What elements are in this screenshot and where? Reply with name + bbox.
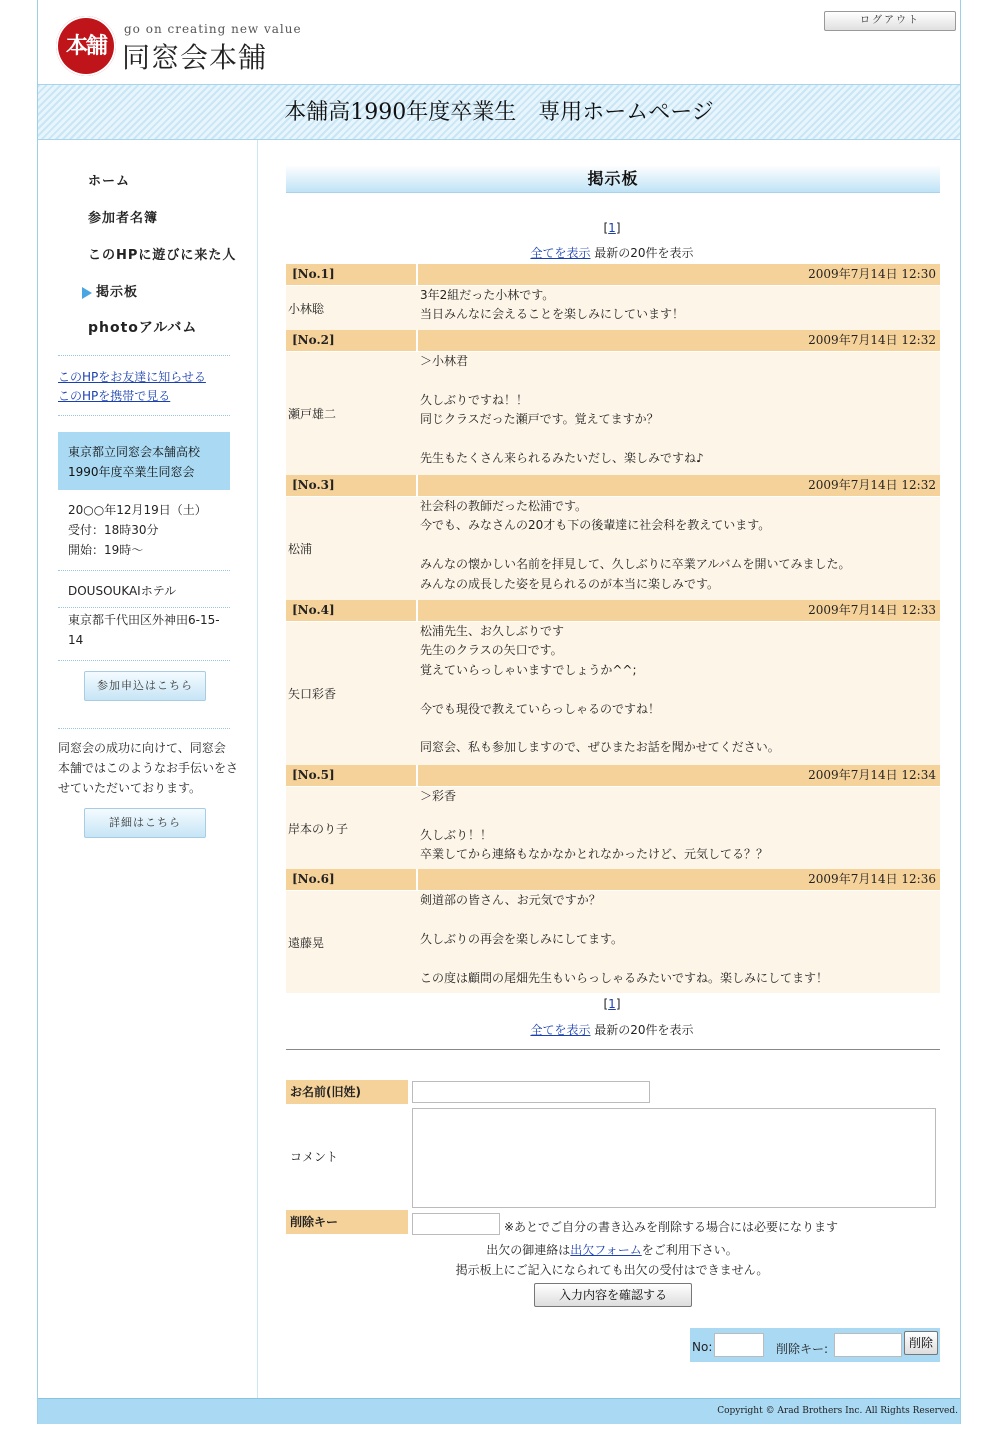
show-all-link[interactable]: 全てを表示 bbox=[530, 1023, 591, 1037]
comment-label: コメント bbox=[290, 1150, 339, 1164]
sidebar-divider bbox=[58, 660, 230, 661]
support-text-line2: 本舗ではこのようなお手伝いをさ bbox=[58, 761, 239, 775]
post-header bbox=[286, 600, 940, 621]
delete-panel bbox=[690, 1328, 940, 1362]
pager-page-link[interactable]: 1 bbox=[608, 997, 616, 1011]
pager-bracket-close: ] bbox=[615, 997, 621, 1011]
post-item bbox=[286, 600, 940, 765]
pager-page-link[interactable]: 1 bbox=[608, 221, 616, 235]
venue-address-line1: 東京都千代田区外神田6-15- bbox=[68, 613, 220, 627]
delete-no-input[interactable] bbox=[714, 1333, 764, 1357]
post-date: 2009年7月14日 12:33 bbox=[418, 600, 940, 621]
logo-tagline: go on creating new value bbox=[124, 22, 302, 36]
post-header bbox=[286, 475, 940, 496]
latest-20-label: 最新の20件を表示 bbox=[594, 1023, 694, 1037]
event-start: 開始：19時～ bbox=[68, 543, 144, 557]
name-label: お名前(旧姓) bbox=[286, 1080, 408, 1104]
share-link[interactable]: このHPをお友達に知らせる bbox=[58, 370, 206, 384]
school-name: 東京都立同窓会本舗高校 bbox=[68, 445, 201, 459]
page-title: 本舗高1990年度卒業生 専用ホームページ bbox=[284, 100, 714, 125]
page-banner bbox=[38, 84, 960, 140]
post-body bbox=[286, 497, 940, 600]
reunion-info-box bbox=[58, 432, 230, 490]
support-text-line3: せていただいております。 bbox=[58, 781, 202, 795]
logo-seal: 本舗 bbox=[56, 16, 116, 76]
sidebar-divider bbox=[58, 607, 230, 608]
attendance-prefix: 出欠の御連絡は bbox=[486, 1243, 571, 1257]
pager-bracket-close: ] bbox=[615, 221, 621, 235]
post-author: 瀬戸雄二 bbox=[288, 407, 337, 421]
sidebar bbox=[38, 140, 258, 1398]
post-author: 矢口彩香 bbox=[288, 687, 337, 701]
pager-top bbox=[284, 221, 940, 235]
post-body bbox=[286, 787, 940, 869]
delete-button[interactable]: 削除 bbox=[904, 1331, 938, 1355]
post-header bbox=[286, 765, 940, 786]
post-date: 2009年7月14日 12:36 bbox=[418, 869, 940, 890]
event-reception: 受付：18時30分 bbox=[68, 523, 159, 537]
delete-key-panel-label: 削除キー: bbox=[776, 1342, 829, 1356]
post-author: 小林聡 bbox=[288, 301, 325, 316]
sidebar-divider bbox=[58, 415, 230, 416]
post-author: 岸本のり子 bbox=[288, 821, 349, 836]
delete-no-label: No: bbox=[692, 1340, 713, 1354]
post-text: 3年2組だった小林です。 当日みんなに会えることを楽しみにしています！ bbox=[420, 288, 685, 322]
post-item bbox=[286, 330, 940, 475]
post-item bbox=[286, 869, 940, 993]
latest-20-label: 最新の20件を表示 bbox=[594, 246, 694, 260]
post-text: ＞彩香 久しぶり！！ 卒業してから連絡もなかなかとれなかったけど、元気してる？？ bbox=[420, 789, 769, 862]
post-body bbox=[286, 286, 940, 330]
post-header bbox=[286, 330, 940, 351]
event-date: 20○○年12月19日（土） bbox=[68, 503, 207, 517]
support-text-line1: 同窓会の成功に向けて、同窓会 bbox=[58, 741, 226, 755]
attendance-form-link[interactable]: 出欠フォーム bbox=[570, 1243, 642, 1257]
name-input[interactable] bbox=[412, 1081, 650, 1103]
post-text: 社会科の教師だった松浦です。 今でも、みなさんの20才も下の後輩達に社会科を教えています。 みんなの懐かしい名前を拝見して、久しぶりに卒業アルバムを開いてみました。 みんなの成長した姿を見られるのが本当に楽しみです。 bbox=[420, 499, 851, 591]
post-text: 松浦先生、お久しぶりです 先生のクラスの矢口です。 覚えていらっしゃいますでしょうか^^; 今でも現役で教えていらっしゃるのですね！ 同窓会、私も参加しますので、ぜひまたお話を聞かせてください。 bbox=[420, 624, 780, 755]
delete-key-input[interactable] bbox=[412, 1213, 500, 1235]
post-item bbox=[286, 475, 940, 600]
sidebar-item-home[interactable]: ホーム bbox=[88, 174, 131, 189]
sidebar-item-visitors[interactable]: このHPに遊びに来た人 bbox=[88, 248, 237, 263]
header bbox=[38, 0, 960, 84]
delete-key-panel-input[interactable] bbox=[834, 1333, 902, 1357]
form-divider bbox=[286, 1049, 940, 1050]
sidebar-item-members[interactable]: 参加者名簿 bbox=[88, 211, 159, 226]
sidebar-item-board[interactable] bbox=[82, 281, 138, 300]
copyright-text: Copyright © Arad Brothers Inc. All Rights Reserved. bbox=[717, 1406, 958, 1416]
post-item bbox=[286, 765, 940, 869]
show-options-top bbox=[284, 244, 940, 261]
post-author: 松浦 bbox=[288, 542, 313, 556]
sidebar-divider bbox=[58, 570, 230, 571]
post-date: 2009年7月14日 12:34 bbox=[418, 765, 940, 786]
post-text: ＞小林君 久しぶりですね！！ 同じクラスだった瀬戸です。覚えてますか？ 先生もたくさん来られるみたいだし、楽しみですね♪ bbox=[420, 354, 704, 466]
venue-address-line2: 14 bbox=[68, 633, 84, 647]
confirm-button[interactable]: 入力内容を確認する bbox=[534, 1283, 692, 1307]
attendance-note bbox=[284, 1241, 940, 1258]
sidebar-item-board-label: 掲示板 bbox=[96, 285, 139, 300]
post-body bbox=[286, 352, 940, 475]
board-title-bar bbox=[286, 165, 940, 193]
venue-name: DOUSOUKAIホテル bbox=[68, 584, 177, 598]
post-list bbox=[286, 264, 940, 993]
sidebar-divider bbox=[58, 728, 230, 729]
post-date: 2009年7月14日 12:30 bbox=[418, 264, 940, 285]
post-number: [No.3] bbox=[286, 475, 416, 496]
post-header bbox=[286, 264, 940, 285]
post-date: 2009年7月14日 12:32 bbox=[418, 475, 940, 496]
active-arrow-icon bbox=[82, 287, 92, 299]
logo-brand-name: 同窓会本舗 bbox=[122, 41, 268, 74]
post-number: [No.2] bbox=[286, 330, 416, 351]
comment-textarea[interactable] bbox=[412, 1108, 936, 1208]
mobile-link[interactable]: このHPを携帯で見る bbox=[58, 389, 171, 403]
pager-bracket-open: [ bbox=[603, 221, 609, 235]
post-number: [No.6] bbox=[286, 869, 416, 890]
show-options-bottom bbox=[284, 1021, 940, 1038]
pager-bracket-open: [ bbox=[603, 997, 609, 1011]
sidebar-item-photo-album[interactable]: photoアルバム bbox=[88, 320, 198, 336]
delete-key-note: ※あとでご自分の書き込みを削除する場合には必要になります bbox=[504, 1220, 839, 1234]
page-frame bbox=[37, 0, 961, 1424]
reunion-name: 1990年度卒業生同窓会 bbox=[68, 465, 195, 479]
delete-key-label: 削除キー bbox=[286, 1210, 408, 1234]
post-item bbox=[286, 264, 940, 330]
logout-button[interactable]: ログアウト bbox=[824, 11, 956, 31]
footer bbox=[38, 1398, 960, 1424]
post-author: 遠藤晃 bbox=[288, 935, 325, 950]
post-number: [No.5] bbox=[286, 765, 416, 786]
apply-button[interactable]: 参加申込はこちら bbox=[84, 671, 206, 701]
post-number: [No.4] bbox=[286, 600, 416, 621]
post-header bbox=[286, 869, 940, 890]
post-text: 剣道部の皆さん、お元気ですか？ 久しぶりの再会を楽しみにしてます。 この度は顧問の尾畑先生もいらっしゃるみたいですね。楽しみにしてます！ bbox=[420, 893, 829, 985]
board-title: 掲示板 bbox=[587, 169, 639, 188]
attendance-note2: 掲示板上にご記入になられても出欠の受付はできません。 bbox=[455, 1263, 769, 1277]
pager-bottom bbox=[284, 997, 940, 1011]
sidebar-divider bbox=[58, 355, 230, 356]
post-number: [No.1] bbox=[286, 264, 416, 285]
attendance-suffix: をご利用下さい。 bbox=[641, 1243, 738, 1257]
post-date: 2009年7月14日 12:32 bbox=[418, 330, 940, 351]
post-body bbox=[286, 891, 940, 993]
show-all-link[interactable]: 全てを表示 bbox=[530, 246, 591, 260]
details-button[interactable]: 詳細はこちら bbox=[84, 808, 206, 838]
post-body bbox=[286, 622, 940, 765]
